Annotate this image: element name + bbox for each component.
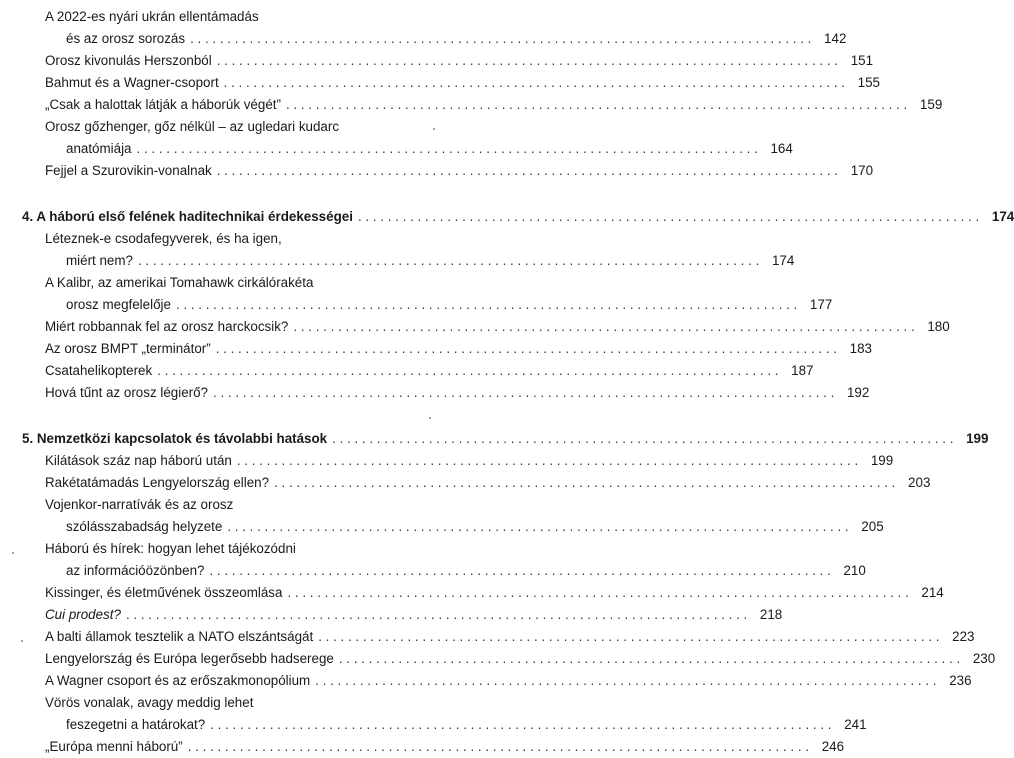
entry-title: Orosz kivonulás Herszonból: [45, 53, 212, 68]
toc-line: [45, 338, 872, 360]
dot-leader: [227, 516, 848, 538]
toc-line: [45, 648, 996, 670]
dot-leader: [339, 648, 960, 670]
entry-title: Cui prodest?: [45, 607, 121, 622]
toc-line: [66, 516, 884, 538]
dot-leader: [315, 670, 936, 692]
dot-leader: [190, 28, 811, 50]
page-number: 142: [824, 31, 847, 46]
toc-line: [45, 670, 972, 692]
toc-line: [66, 714, 867, 736]
toc-line: [45, 160, 874, 182]
page-number: 223: [952, 629, 975, 644]
toc-line: [22, 206, 1014, 228]
page-number: 174: [771, 253, 795, 268]
page-number: 199: [966, 431, 989, 446]
toc-line: [45, 382, 870, 404]
page-number: 164: [770, 141, 793, 156]
dot-leader: [216, 338, 837, 360]
entry-title: Fejjel a Szurovikin-vonalnak: [45, 163, 212, 178]
dot-leader: [332, 428, 953, 450]
entry-title: A Wagner csoport és az erőszakmonopólium: [45, 673, 311, 688]
toc-line: [45, 450, 894, 472]
page-number: 246: [821, 739, 845, 754]
page-number: 151: [850, 53, 874, 68]
entry-title: miért nem?: [66, 253, 133, 268]
toc-line: [66, 294, 833, 316]
toc-line: [66, 28, 847, 50]
scan-speck: [433, 128, 435, 130]
entry-title: Miért robbannak fel az orosz harckocsik?: [45, 319, 289, 334]
dot-leader: [358, 206, 979, 228]
page-number: 203: [908, 475, 931, 490]
scan-speck: [12, 552, 14, 554]
page-number: 183: [849, 341, 872, 356]
entry-title: az információözönben?: [66, 563, 205, 578]
entry-title: A 2022-es nyári ukrán ellentámadás: [45, 9, 259, 24]
toc-line: [66, 250, 795, 272]
scan-speck: [429, 417, 431, 419]
scan-speck: [21, 640, 23, 642]
entry-title: Háború és hírek: hogyan lehet tájékozódni: [45, 541, 296, 556]
dot-leader: [274, 472, 895, 494]
entry-title: Léteznek-e csodafegyverek, és ha igen,: [45, 231, 282, 246]
toc-line: [22, 428, 989, 450]
entry-title: Hová tűnt az orosz légierő?: [45, 385, 209, 400]
dot-leader: [217, 160, 838, 182]
page-number: 199: [870, 453, 894, 468]
dot-leader: [318, 626, 939, 648]
toc-line: [45, 6, 427, 28]
entry-title: és az orosz sorozás: [66, 31, 186, 46]
page-number: 180: [927, 319, 950, 334]
dot-leader: [213, 382, 834, 404]
toc-line: [45, 582, 944, 604]
entry-title: Az orosz BMPT „terminátor”: [45, 341, 211, 356]
toc-line: [66, 560, 866, 582]
page-number: 214: [921, 585, 944, 600]
page-number: 192: [846, 385, 870, 400]
toc-line: [45, 692, 427, 714]
page-number: 155: [857, 75, 880, 90]
page-number: 218: [759, 607, 783, 622]
entry-title: Bahmut és a Wagner-csoport: [45, 75, 219, 90]
dot-leader: [286, 94, 907, 116]
page-number: 205: [861, 519, 884, 534]
entry-title: Vörös vonalak, avagy meddig lehet: [45, 695, 254, 710]
dot-leader: [209, 560, 830, 582]
entry-title: Vojenkor-narratívák és az orosz: [45, 497, 234, 512]
toc-line: [45, 626, 975, 648]
page-number: 170: [850, 163, 874, 178]
toc-line: [45, 50, 874, 72]
page-number: 159: [919, 97, 943, 112]
entry-title: „Európa menni háború”: [45, 739, 183, 754]
toc-line: [66, 138, 793, 160]
entry-title: Csatahelikopterek: [45, 363, 153, 378]
dot-leader: [126, 604, 747, 626]
dot-leader: [138, 250, 759, 272]
toc-line: [45, 604, 783, 626]
entry-title: anatómiája: [66, 141, 132, 156]
toc-line: [45, 94, 943, 116]
dot-leader: [287, 582, 908, 604]
toc-line: [45, 494, 427, 516]
toc-line: [45, 228, 427, 250]
chapter-title: 5. Nemzetközi kapcsolatok és távolabbi hatások: [22, 431, 328, 446]
dot-leader: [137, 138, 758, 160]
page-number: 177: [809, 297, 833, 312]
entry-title: szólásszabadság helyzete: [66, 519, 223, 534]
dot-leader: [176, 294, 797, 316]
entry-title: „Csak a halottak látják a háborúk végét”: [45, 97, 281, 112]
entry-title: A Kalibr, az amerikai Tomahawk cirkálórakéta: [45, 275, 314, 290]
dot-leader: [157, 360, 778, 382]
dot-leader: [217, 50, 838, 72]
dot-leader: [224, 72, 845, 94]
toc-line: [45, 736, 845, 758]
entry-title: Kissinger, és életművének összeomlása: [45, 585, 283, 600]
dot-leader: [237, 450, 858, 472]
toc-line: [45, 472, 931, 494]
toc-line: [45, 316, 950, 338]
toc-line: [45, 72, 880, 94]
entry-title: feszegetni a határokat?: [66, 717, 206, 732]
entry-title: A balti államok tesztelik a NATO elszántságát: [45, 629, 314, 644]
page-number: 241: [844, 717, 867, 732]
entry-title: Kilátások száz nap háború után: [45, 453, 232, 468]
page-number: 187: [791, 363, 814, 378]
entry-title: Rakétatámadás Lengyelország ellen?: [45, 475, 270, 490]
page-number: 230: [972, 651, 996, 666]
page-number: 236: [949, 673, 972, 688]
dot-leader: [188, 736, 809, 758]
page-number: 174: [991, 209, 1014, 224]
toc-line: [45, 538, 427, 560]
toc-line: [45, 116, 427, 138]
toc-line: [45, 360, 814, 382]
dot-leader: [210, 714, 831, 736]
dot-leader: [293, 316, 914, 338]
entry-title: Orosz gőzhenger, gőz nélkül – az ugledari kudarc: [45, 119, 340, 134]
toc-line: [45, 272, 427, 294]
entry-title: Lengyelország és Európa legerősebb hadserege: [45, 651, 334, 666]
chapter-title: 4. A háború első felének haditechnikai érdekességei: [22, 209, 353, 224]
entry-title: orosz megfelelője: [66, 297, 171, 312]
page-number: 210: [843, 563, 866, 578]
